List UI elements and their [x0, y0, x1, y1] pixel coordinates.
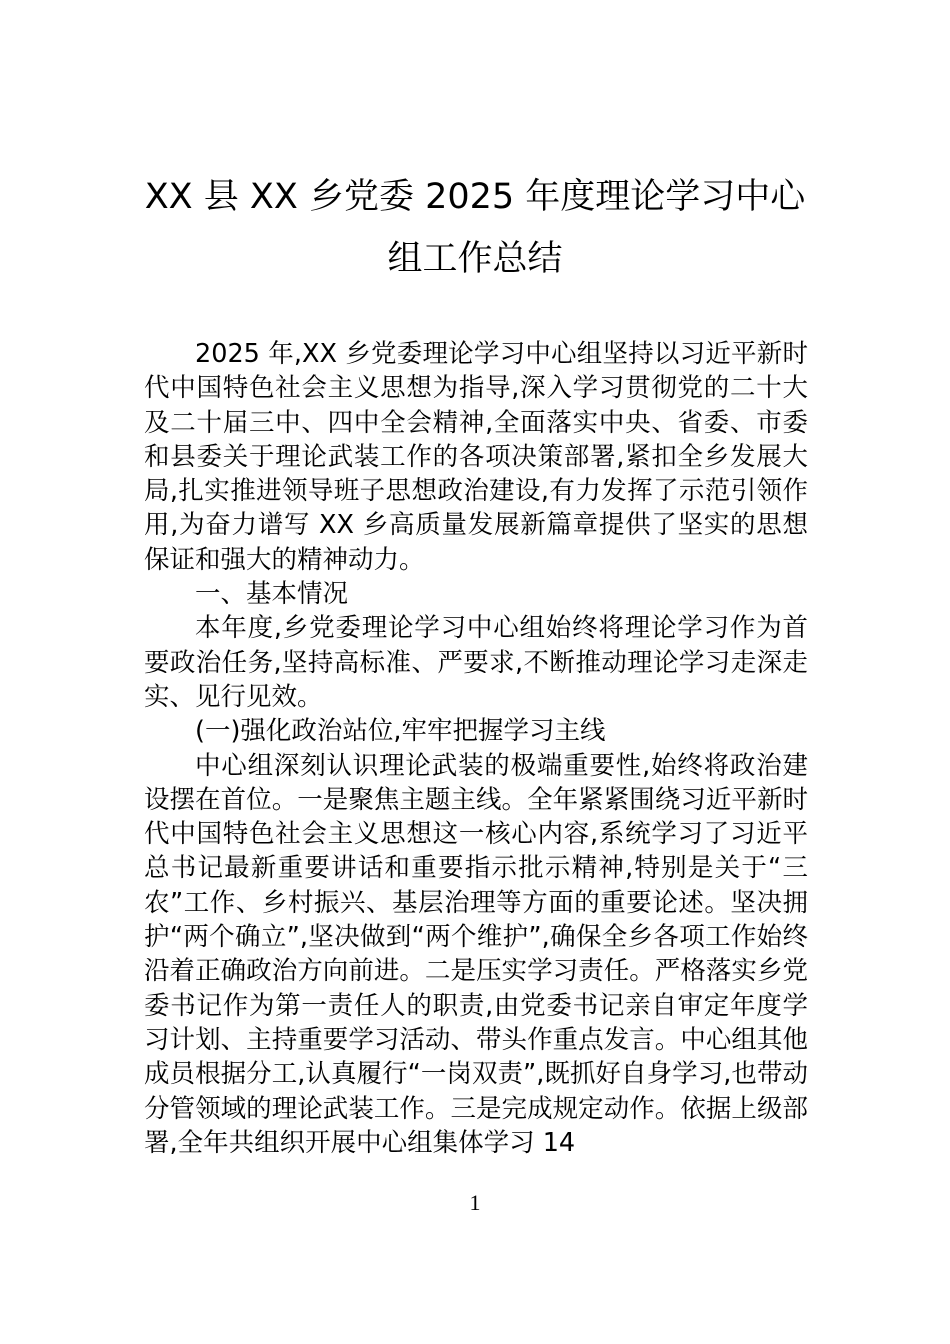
subsection-heading-1: (一)强化政治站位,牢牢把握学习主线 [195, 716, 606, 747]
intro-paragraph: 2025 年,XX 乡党委理论学习中心组坚持以习近平新时代中国特色社会主义思想为指导,深入学习贯彻党的二十大及二十届三中、四中全会精神,全面落实中央、省委、市委和县委关于理论武装工作的各项决策部署,紧扣全乡发展大局,扎实推进领导班子思想政治建设,有力发挥了示范引领作用,为奋力谱写 XX 乡高质量发展新篇章提供了坚实的思想保证和强大的精神动力。 [144, 339, 808, 575]
overview-paragraph: 本年度,乡党委理论学习中心组始终将理论学习作为首要政治任务,坚持高标准、严要求,不断推动理论学习走深走实、见行见效。 [144, 613, 808, 712]
body-paragraph: 中心组深刻认识理论武装的极端重要性,始终将政治建设摆在首位。一是聚焦主题主线。全年紧紧围绕习近平新时代中国特色社会主义思想这一核心内容,系统学习了习近平总书记最新重要讲话和重要指示批示精神,特别是关于“三农”工作、乡村振兴、基层治理等方面的重要论述。坚决拥护“两个确立”,坚决做到“两个维护”,确保全乡各项工作始终沿着正确政治方向前进。二是压实学习责任。严格落实乡党委书记作为第一责任人的职责,由党委书记亲自审定年度学习计划、主持重要学习活动、带头作重点发言。中心组其他成员根据分工,认真履行“一岗双责”,既抓好自身学习,也带动分管领域的理论武装工作。三是完成规定动作。依据上级部署,全年共组织开展中心组集体学习 14 [144, 750, 808, 1158]
section-heading-basic-situation: 一、基本情况 [195, 579, 349, 610]
title-line-2: 组工作总结 [387, 239, 563, 279]
document-body [144, 337, 808, 1160]
title-line-1: XX 县 XX 乡党委 2025 年度理论学习中心 [144, 177, 806, 217]
document-title [130, 166, 820, 290]
page-number: 1 [469, 1190, 481, 1215]
